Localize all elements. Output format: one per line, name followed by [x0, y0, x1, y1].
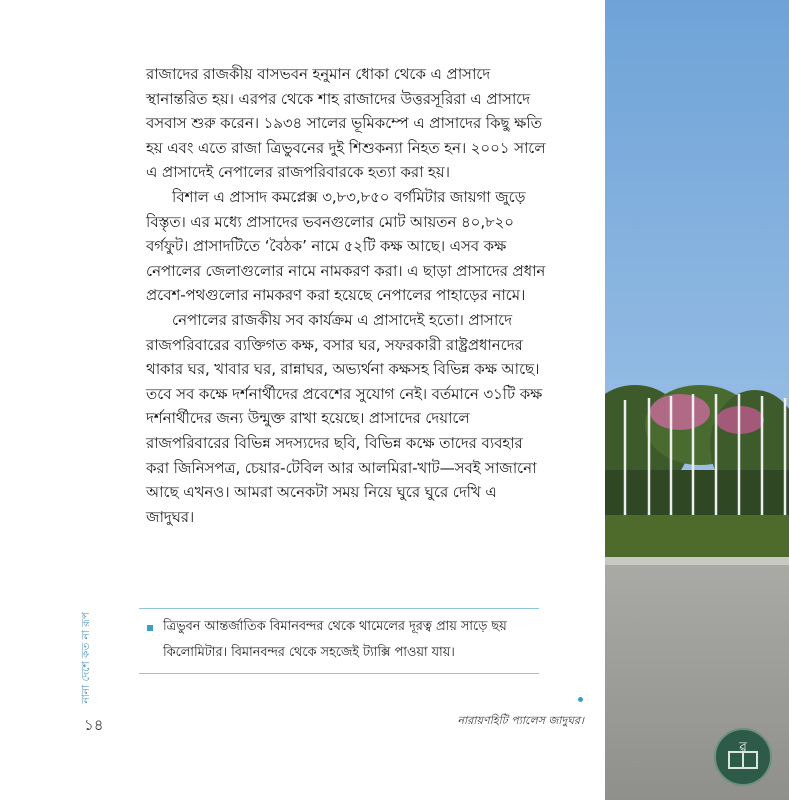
- body-text: [146, 62, 546, 529]
- page-number: ১৪: [84, 716, 104, 734]
- travel-note: [139, 608, 539, 674]
- paragraph-2: বিশাল এ প্রাসাদ কমপ্লেক্স ৩,৮৩,৮৫০ বর্গমিটার জায়গা জুড়ে বিস্তৃত। এর মধ্যে প্রাসাদের ভবনগুলোর মোট আয়তন ৪০,৮২০ বর্গফুট। প্রাসাদটিতে ‘বৈঠক’ নামে ৫২টি কক্ষ আছে। এসব কক্ষ নেপালের জেলাগুলোর নামে নামকরণ করা। এ ছাড়া প্রাসাদের প্রধান প্রবেশ-পথগুলোর নামকরণ করা হয়েছে নেপালের পাহাড়ের নামে।: [146, 187, 546, 305]
- paragraph-3: নেপালের রাজকীয় সব কার্যক্রম এ প্রাসাদেই হতো। প্রাসাদে রাজপরিবারের ব্যক্তিগত কক্ষ, বসার ঘর, সফরকারী রাষ্ট্রপ্রধানদের থাকার ঘর, খাবার ঘর, রান্নাঘর, অভ্যর্থনা কক্ষসহ বিভিন্ন কক্ষ আছে। তবে সব কক্ষে দর্শনার্থীদের প্রবেশের সুযোগ নেই। বর্তমানে ৩১টি কক্ষ দর্শনার্থীদের জন্য উন্মুক্ত রাখা হয়েছে। প্রাসাদের দেয়ালে রাজপরিবারের বিভিন্ন সদস্যদের ছবি, বিভিন্ন কক্ষে তাদের ব্যবহার করা জিনিসপত্র, চেয়ার-টেবিল আর আলমিরা-খাট—সবই সাজানো আছে এখনও। আমরা অনেকটা সময় নিয়ে ঘুরে ঘুরে দেখি এ জাদুঘর।: [146, 310, 543, 526]
- caption-dot-icon: [578, 697, 583, 702]
- publisher-logo-icon: [714, 728, 772, 786]
- running-title-text: নানা দেশে কত না রূপ: [80, 612, 92, 704]
- svg-text:ৱ: ৱ: [739, 740, 747, 755]
- paragraph-1: রাজাদের রাজকীয় বাসভবন হনুমান ধোকা থেকে এ প্রাসাদে স্থানান্তরিত হয়। এরপর থেকে শাহ রাজাদের উত্তরসূরিরা এ প্রাসাদে বসবাস শুরু করেন। ১৯৩৪ সালের ভূমিকম্পে এ প্রাসাদের কিছু ক্ষতি হয় এবং এতে রাজা ত্রিভুবনের দুই শিশুকন্যা নিহত হন। ২০০১ সালে এ প্রাসাদেই নেপালের রাজপরিবারকে হত্যা করা হয়।: [146, 65, 546, 182]
- photo-caption: নারায়ণহিটি প্যালেস জাদুঘর।: [457, 714, 584, 727]
- note-bullet-icon: [147, 625, 153, 631]
- running-title: [78, 612, 92, 708]
- palace-grounds-photo: [605, 0, 789, 800]
- note-text: ত্রিভুবন আন্তর্জাতিক বিমানবন্দর থেকে থামেলের দূরত্ব প্রায় সাড়ে ছয় কিলোমিটার। বিমানবন্দর থেকে সহজেই ট্যাক্সি পাওয়া যায়।: [163, 619, 507, 660]
